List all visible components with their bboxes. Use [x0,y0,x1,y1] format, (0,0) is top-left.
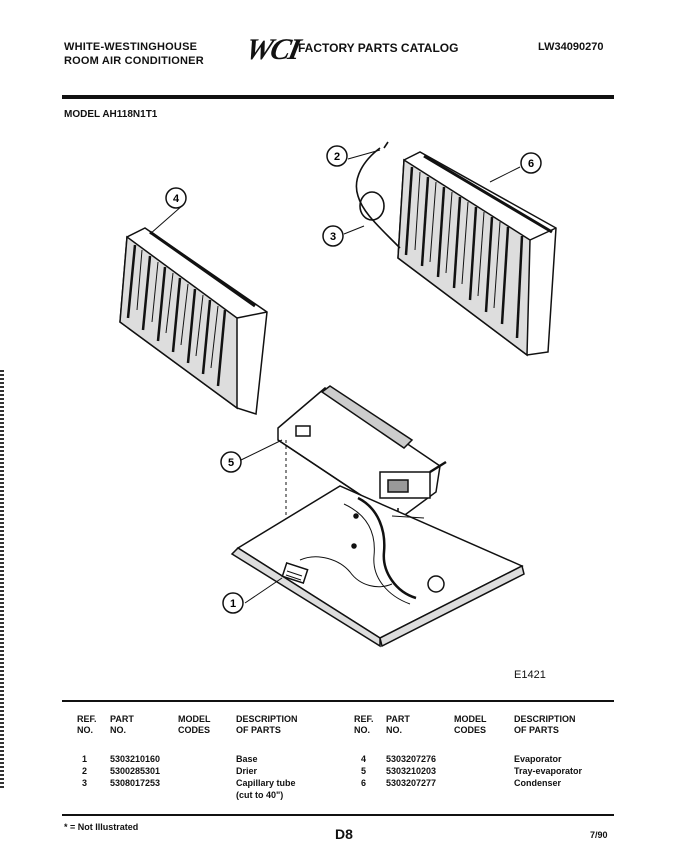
catalog-date: 7/90 [590,830,608,840]
page-code: D8 [335,826,353,842]
not-illustrated-note: * = Not Illustrated [64,822,139,832]
row-description: Evaporator [514,754,562,764]
right-header-part [386,714,410,736]
left-header-desc [236,714,298,736]
row-description: Condenser [514,778,562,788]
row-ref: 1 [82,754,88,764]
callout-6-label: 6 [527,158,535,170]
header-part-line2: NO. [110,725,127,735]
row-description: Capillary tube [236,778,296,788]
header-part-line2: NO. [386,725,403,735]
header-model-line1: MODEL [178,714,211,724]
row-part-number: 5303207277 [386,778,437,788]
header-model-line2: CODES [454,725,487,735]
header-part-line1: PART [110,714,134,724]
right-header-model [454,714,487,736]
row-part-number: 5300285301 [110,766,161,776]
left-header-part [110,714,134,736]
brand-line-1: WHITE-WESTINGHOUSE [64,41,198,53]
row-ref: 2 [82,766,88,776]
row-description: Tray-evaporator [514,766,583,776]
header-ref-line1: REF. [354,714,374,724]
row-ref: 6 [361,778,367,788]
header-desc-line2: OF PARTS [514,725,559,735]
figure-reference: E1421 [514,669,546,681]
catalog-title: FACTORY PARTS CATALOG [298,41,459,55]
callout-4 [166,188,186,208]
row-ref: 5 [361,766,367,776]
table-top-rule [62,700,614,702]
row-part-number: 5303210160 [110,754,161,764]
header-desc-line1: DESCRIPTION [514,714,576,724]
model-label: MODEL AH118N1T1 [64,109,158,120]
header-ref-line2: NO. [354,725,371,735]
callout-2 [327,146,347,166]
row-part-number: 5303207276 [386,754,437,764]
callout-5 [221,452,241,472]
left-header-model [178,714,211,736]
row-description: Base [236,754,258,764]
row-part-number: 5308017253 [110,778,161,788]
row-description-continued: (cut to 40") [236,790,284,800]
header-part-line1: PART [386,714,410,724]
callout-4-label: 4 [172,193,180,205]
row-part-number: 5303210203 [386,766,437,776]
callout-1-label: 1 [229,598,237,610]
row-ref: 3 [82,778,88,788]
left-header-ref [77,714,97,736]
table-bottom-rule [62,814,614,816]
header-model-line1: MODEL [454,714,487,724]
header-desc-line2: OF PARTS [236,725,281,735]
callout-2-label: 2 [333,151,341,163]
right-header-ref [354,714,374,736]
header-model-line2: CODES [178,725,211,735]
right-header-desc [514,714,576,736]
callout-6 [521,153,541,173]
callout-3-label: 3 [329,231,337,243]
header-ref-line2: NO. [77,725,94,735]
header-ref-line1: REF. [77,714,97,724]
row-description: Drier [236,766,258,776]
callout-5-label: 5 [227,457,235,469]
header-desc-line1: DESCRIPTION [236,714,298,724]
document-number: LW34090270 [538,41,604,53]
row-ref: 4 [361,754,367,764]
callout-1 [223,593,243,613]
brand-line-2: ROOM AIR CONDITIONER [64,55,204,67]
wci-logo-text: WCI [242,33,302,66]
callout-3 [323,226,343,246]
